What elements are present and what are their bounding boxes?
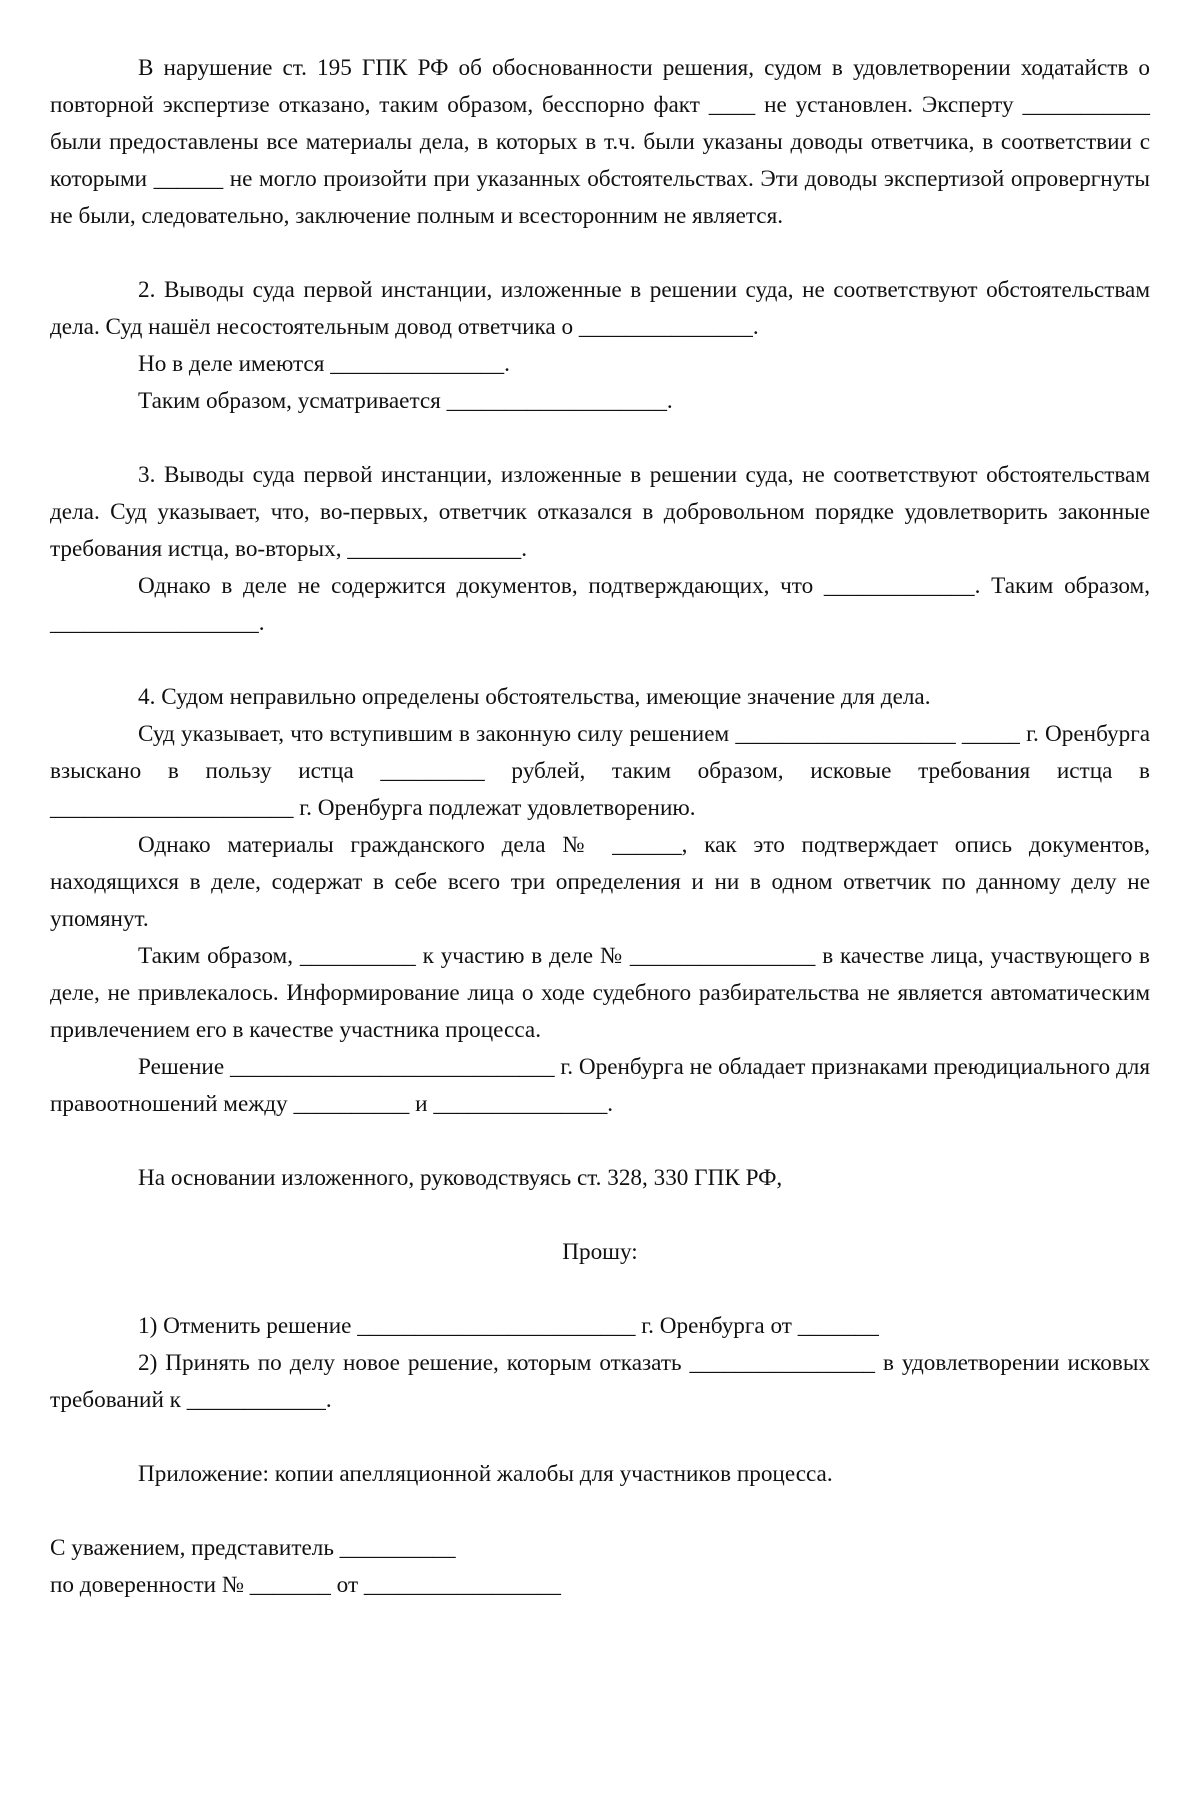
paragraph-point-4-case-materials: Однако материалы гражданского дела № ______, как это подтверждает опись документов, находящихся в деле, содержат в себе всего три определения и ни в одном ответчик по данному делу не упомянут. [50,832,1150,932]
paragraph-legal-basis: На основании изложенного, руководствуясь ст. 328, 330 ГПК РФ, [138,1165,783,1191]
paragraph-point-2-conclusion: Таким образом, усматривается ___________________. [138,388,673,414]
paragraph-point-4-participation: Таким образом, __________ к участию в деле № ________________ в качестве лица, участвующего в деле, не привлекалось. Информирование лица о ходе судебного разбирательства не является автоматическим привлечением его в качестве участника процесса. [50,943,1150,1043]
paragraph-point-3-conclusion: Однако в деле не содержится документов, подтверждающих, что _____________. Таким образом, __________________. [50,573,1150,636]
paragraph-point-4: 4. Судом неправильно определены обстоятельства, имеющие значение для дела. [138,684,931,710]
signature-line-power-of-attorney: по доверенности № _______ от _________________ [50,1572,561,1598]
paragraph-expertise: В нарушение ст. 195 ГПК РФ об обоснованности решения, судом в удовлетворении ходатайств о повторной экспертизе отказано, таким образом, бесспорно факт ____ не установлен. Эксперту ___________ были предоставлены все материалы дела, в которых в т.ч. были указаны доводы ответчика, в соответствии с которыми ______ не могло произойти при указанных обстоятельствах. Эти доводы экспертизой опровергнуты не были, следовательно, заключение полным и всесторонним не является. [50,55,1150,229]
request-heading: Прошу: [562,1239,638,1265]
paragraph-point-4-court-claim: Суд указывает, что вступившим в законную силу решением ___________________ _____ г. Оренбурга взыскано в пользу истца _________ рублей, таким образом, исковые требования истца в _____________________ г. Оренбурга подлежат удовлетворению. [50,721,1150,821]
request-item-1: 1) Отменить решение ________________________ г. Оренбурга от _______ [138,1313,879,1339]
paragraph-point-3: 3. Выводы суда первой инстанции, изложенные в решении суда, не соответствуют обстоятельствам дела. Суд указывает, что, во-первых, ответчик отказался в добровольном порядке удовлетворить законные требования истца, во-вторых, _______________. [50,462,1150,562]
paragraph-point-4-prejudice: Решение ____________________________ г. Оренбурга не обладает признаками преюдициального для правоотношений между __________ и _______________. [50,1054,1150,1117]
request-item-2: 2) Принять по делу новое решение, которым отказать ________________ в удовлетворении исковых требований к ____________. [50,1350,1150,1413]
paragraph-point-2: 2. Выводы суда первой инстанции, изложенные в решении суда, не соответствуют обстоятельствам дела. Суд нашёл несостоятельным довод ответчика о _______________. [50,277,1150,340]
paragraph-point-2-evidence: Но в деле имеются _______________. [138,351,510,377]
attachment-note: Приложение: копии апелляционной жалобы для участников процесса. [138,1461,833,1487]
signature-line-representative: С уважением, представитель __________ [50,1535,456,1561]
